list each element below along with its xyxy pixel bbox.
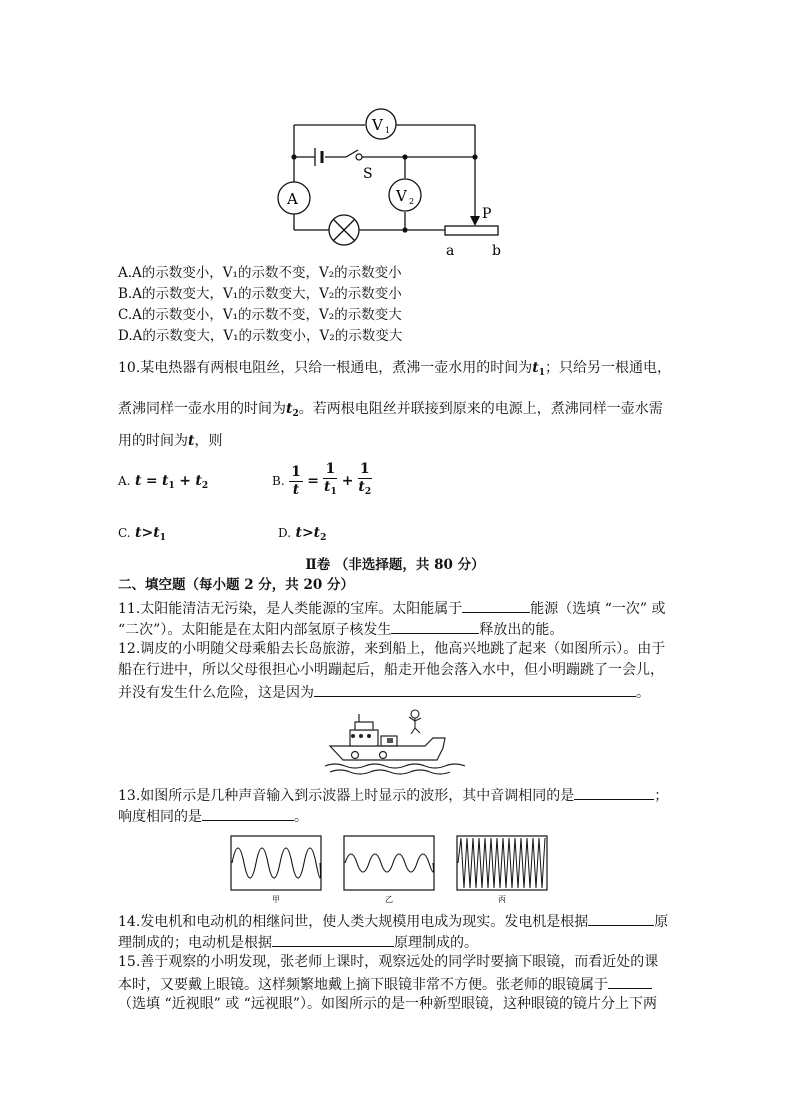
q14-line-2: 理制成的；电动机是根据 原理制成的。 xyxy=(118,930,478,954)
q10-line-2: 煮沸同样一壶水用的时间为$t_2$。若两根电阻丝并联接到原来的电源上，煮沸同样一壶水需 xyxy=(118,401,663,419)
waveform-yi xyxy=(343,835,435,905)
section-2-heading: 二、填空题（每小题 2 分，共 20 分） xyxy=(118,577,354,593)
q11-line-1: 11.太阳能清洁无污染，是人类能源的宝库。太阳能属于 能源（选填 “一次” 或 xyxy=(118,596,665,620)
q10-line-3: 用的时间为t，则 xyxy=(118,433,223,449)
q14-line-1: 14.发电机和电动机的相继问世，使人类大规模用电成为现实。发电机是根据 原 xyxy=(118,909,668,933)
v1-label: V xyxy=(372,116,383,134)
switch-label: S xyxy=(363,166,373,182)
q10-option-b: B. $\frac{1}{t}$ = $\frac{1}{t_1}$ + $\frac{1}{t_2}$ xyxy=(272,461,372,498)
q13-line-1: 13.如图所示是几种声音输入到示波器上时显示的波形，其中音调相同的是 ； xyxy=(118,783,668,807)
section-2-title: Ⅱ卷 （非选择题，共 80 分） xyxy=(305,557,485,573)
rheostat xyxy=(445,226,498,235)
slider-label: P xyxy=(482,206,492,222)
q9-option-a: A.A的示数变小，V₁的示数不变，V₂的示数变小 xyxy=(118,265,402,281)
q15-line-3: （选填 “近视眼” 或 “远视眼”）。如图所示的是一种新型眼镜，这种眼镜的镜片分上下两 xyxy=(118,996,657,1012)
q15-line-1: 15.善于观察的小明发现，张老师上课时，观察远处的同学时要摘下眼镜，而看近处的课 xyxy=(118,954,659,970)
q10-option-c: C. $t>t_1$ xyxy=(118,525,166,543)
end-a-label: a xyxy=(446,243,455,259)
waveform-jia xyxy=(230,835,322,905)
q9-option-c: C.A的示数变小，V₁的示数不变，V₂的示数变大 xyxy=(118,307,402,323)
v2-label: V xyxy=(396,187,407,205)
v1-sub: 1 xyxy=(385,126,391,135)
q10-option-a: A. $t = t_1 + t_2$ xyxy=(118,473,209,491)
q15-line-2: 本时，又要戴上眼镜。这样频繁地戴上摘下眼镜非常不方便。张老师的眼镜属于 xyxy=(118,972,652,996)
q10-line-1: 10.某电热器有两根电阻丝，只给一根通电，煮沸一壶水用的时间为$t_1$；只给另一根通电， xyxy=(118,360,671,378)
waveform-bing xyxy=(456,835,548,905)
q11-line-2: “二次”）。太阳能是在太阳内部氢原子核发生 释放出的能。 xyxy=(118,617,563,641)
q9-option-d: D.A的示数变大，V₁的示数变小，V₂的示数变大 xyxy=(118,328,403,344)
waveform-label-jia: 甲 xyxy=(272,895,280,904)
q12-line-2: 船在行进中，所以父母很担心小明蹦起后，船走开他会落入水中，但小明蹦跳了一会儿， xyxy=(118,662,664,678)
waveform-label-bing: 丙 xyxy=(498,895,506,904)
q13-line-2: 响度相同的是 。 xyxy=(118,804,308,828)
waveform-label-yi: 乙 xyxy=(385,895,393,904)
ammeter-label: A xyxy=(287,190,298,208)
q9-option-b: B.A的示数变大，V₁的示数变大，V₂的示数变小 xyxy=(118,286,402,302)
q10-option-d: D. $t>t_2$ xyxy=(278,525,327,543)
v2-sub: 2 xyxy=(409,197,415,206)
circuit-diagram xyxy=(270,100,510,265)
q12-line-1: 12.调皮的小明随父母乘船去长岛旅游，来到船上，他高兴地跳了起来（如图所示）。由于 xyxy=(118,641,666,657)
q12-line-3: 并没有发生什么危险，这是因为 。 xyxy=(118,680,650,704)
boat-illustration xyxy=(325,708,465,778)
end-b-label: b xyxy=(492,243,501,259)
